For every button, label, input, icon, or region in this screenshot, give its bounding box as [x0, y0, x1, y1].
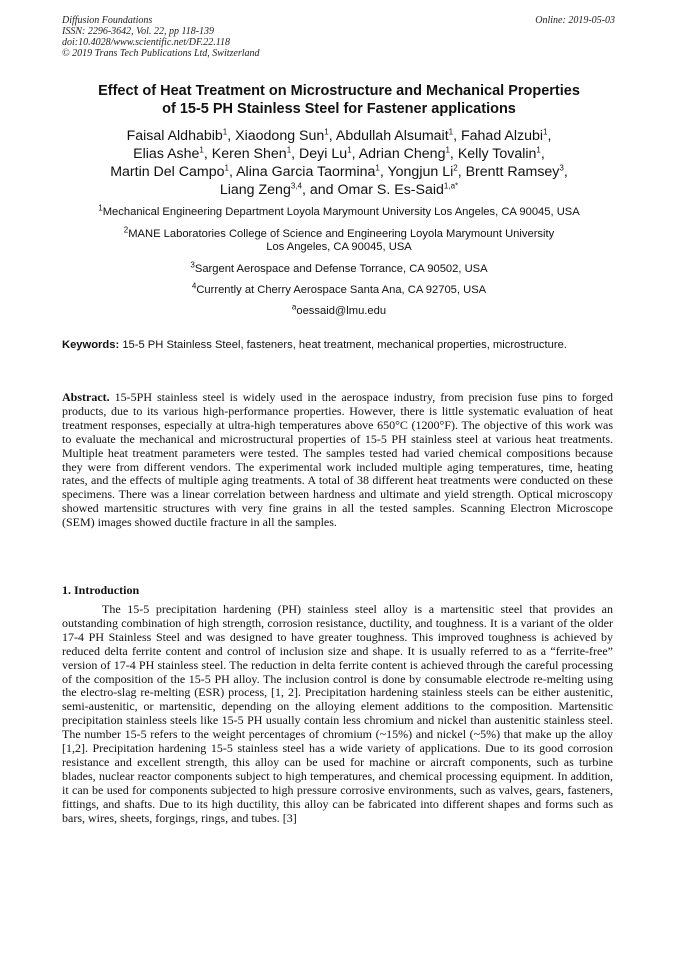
author-separator: , — [379, 164, 388, 180]
abstract-label: Abstract. — [62, 390, 110, 404]
author-name: Yongjun Li — [387, 164, 454, 180]
author-affiliation-mark: 3 — [559, 163, 564, 173]
author-affiliation-mark: 1 — [543, 127, 548, 137]
author-separator: , — [449, 146, 458, 162]
title-line-2: of 15-5 PH Stainless Steel for Fastener applications — [162, 101, 516, 117]
online-date: Online: 2019-05-03 — [535, 15, 615, 26]
affiliation-text: Sargent Aerospace and Defense Torrance, CA 90502, USA — [194, 263, 488, 275]
abstract-block — [62, 391, 613, 530]
affiliation-mark: 2 — [123, 225, 129, 235]
affiliation-text: Currently at Cherry Aerospace Santa Ana, CA 92705, USA — [196, 284, 487, 296]
affiliation-2 — [40, 225, 638, 254]
author-name: Fahad Alzubi — [460, 128, 544, 144]
author-line — [40, 163, 638, 181]
keywords-label: Keywords: — [62, 339, 120, 351]
author-separator: , — [227, 128, 236, 144]
author-affiliation-mark: 3,4 — [290, 181, 302, 191]
introduction-paragraph: The 15-5 precipitation hardening (PH) stainless steel alloy is a martensitic steel that provides an outstanding combination of high strength, corrosion resistance, ductility, and toughness. It is a variant of the older 17-4 PH Stainless Steel and was designed to have greater toughness. This improved toughness is achieved by reduced delta ferrite content and control of inclusion size and shape. It is usually referred to as a “ferrite-free” version of 17-4 PH stainless steel. The reduction in delta ferrite content is achieved through the careful processing of the composition of the 15-5 PH alloy. The inclusion control is done by consumable electrode re-melting using the electro-slag re-melting (ESR) process, [1, 2]. Precipitation hardening stainless steels can be either austenitic, semi-austenitic, or martensitic, depending on the alloying element additions to the composition. Martensitic precipitation stainless steels like 15-5 PH usually contain less chromium and nickel than austenitic stainless steel. The number 15-5 refers to the weight percentages of chromium (~15%) and nickel (~5%) that make up the alloy [1,2]. Precipitation hardening 15-5 stainless steel has a wide variety of applications. Due to its good corrosion resistance and excellent strength, this alloy can be used for machine or aircraft components, such as turbine blades, nuclear reactor components subject to high temperatures, and chemical processing equipment. In addition, it can be used for components subjected to high pressure corrosive environments, such as valves, gears, fasteners, fittings, and shafts. Due to its high ductility, this alloy can be fabricated into different shapes and forms such as bars, wires, sheets, forgings, rings, and tubes. [3] — [62, 602, 613, 825]
author-name: Martin Del Campo — [110, 164, 225, 180]
keywords-block — [62, 339, 613, 352]
author-separator: , — [228, 164, 237, 180]
author-name: Faisal Aldhabib — [126, 128, 223, 144]
author-line — [40, 145, 638, 163]
journal-header — [62, 15, 260, 59]
author-name: Keren Shen — [211, 146, 287, 162]
author-name: Abdullah Alsumait — [335, 128, 449, 144]
author-affiliation-mark: 1 — [286, 145, 292, 155]
affiliation-4 — [40, 281, 638, 297]
author-name: Elias Ashe — [133, 146, 200, 162]
author-affiliation-mark: 1,a* — [443, 181, 459, 191]
affiliation-mark: 4 — [191, 281, 197, 291]
author-separator: , — [291, 146, 300, 162]
affiliation-mark: a — [291, 302, 297, 312]
section-heading: 1. Introduction — [62, 583, 140, 597]
author-affiliation-mark: 1 — [222, 127, 228, 137]
journal-issn: ISSN: 2296-3642, Vol. 22, pp 118-139 — [62, 26, 215, 37]
author-name: Omar S. Es-Said — [337, 182, 444, 198]
author-affiliation-mark: 1 — [536, 145, 541, 155]
author-name: Brentt Ramsey — [465, 164, 560, 180]
abstract-text: 15-5PH stainless steel is widely used in the aerospace industry, from precision fuse pins to forged products, due to its various high-performance properties. However, there is little systematic evaluation of heat treatment responses, especially at ultra-high temperatures above 650°C (1200°F). The objective of this work was to evaluate the mechanical and microstructural properties of 15-5 PH stainless steel at various heat treatments. Multiple heat treatment parameters were tested. The samples tested had varied chemical compositions because they were from different vendors. The experimental work included multiple aging temperatures, time, heating rates, and the effects of multiple aging treatments. A total of 38 different heat treatments were conducted on these specimens. There was a linear correlation between hardness and ultimate and yield strength. Optical microscopy showed martensitic structures with very fine grains in all the tested samples. Scanning Electron Microscope (SEM) images showed ductile fracture in all the samples. — [62, 390, 613, 530]
affiliation-mark: 3 — [190, 260, 195, 270]
author-line — [40, 181, 638, 199]
doi-link[interactable]: doi:10.4028/www.scientific.net/DF.22.118 — [62, 37, 231, 48]
affiliation-3 — [40, 260, 638, 276]
author-separator: , — [540, 146, 545, 162]
affiliation-text-line-2: Los Angeles, CA 90045, USA — [266, 241, 412, 253]
author-line — [40, 127, 638, 145]
author-separator: , — [203, 146, 212, 162]
author-separator: , — [453, 128, 461, 144]
author-name: Liang Zeng — [219, 182, 291, 198]
author-list — [40, 127, 638, 199]
affiliation-1 — [40, 203, 638, 219]
author-separator: , — [328, 128, 336, 144]
author-name: Adrian Cheng — [358, 146, 446, 162]
author-separator: , and — [301, 182, 338, 198]
author-separator: , — [563, 164, 568, 180]
paper-title — [40, 82, 638, 118]
author-affiliation-mark: 1 — [347, 145, 352, 155]
author-affiliation-mark: 1 — [324, 127, 329, 137]
author-separator: , — [351, 146, 359, 162]
author-affiliation-mark: 1 — [445, 145, 450, 155]
author-name: Xiaodong Sun — [235, 128, 325, 144]
affiliation-text: Mechanical Engineering Department Loyola Marymount University Los Angeles, CA 90045, USA — [102, 206, 580, 218]
author-name: Deyi Lu — [299, 146, 348, 162]
title-line-1: Effect of Heat Treatment on Microstructure and Mechanical Properties — [98, 83, 580, 99]
affiliation-mark: 1 — [98, 203, 103, 213]
author-affiliation-mark: 1 — [224, 163, 229, 173]
author-separator: , — [547, 128, 552, 144]
author-affiliation-mark: 1 — [375, 163, 380, 173]
journal-name: Diffusion Foundations — [62, 15, 153, 26]
author-name: Alina Garcia Taormina — [236, 164, 376, 180]
email-link[interactable]: oessaid@lmu.edu — [296, 305, 387, 317]
author-affiliation-mark: 2 — [453, 163, 458, 173]
affiliation-text: MANE Laboratories College of Science and Engineering Loyola Marymount University — [128, 228, 555, 240]
copyright-notice: © 2019 Trans Tech Publications Ltd, Switzerland — [62, 48, 260, 59]
author-separator: , — [457, 164, 466, 180]
keywords-text: 15-5 PH Stainless Steel, fasteners, heat treatment, mechanical properties, microstructure. — [122, 339, 567, 351]
author-affiliation-mark: 1 — [199, 145, 204, 155]
author-name: Kelly Tovalin — [457, 146, 537, 162]
author-affiliation-mark: 1 — [448, 127, 454, 137]
corresponding-email — [40, 302, 638, 318]
